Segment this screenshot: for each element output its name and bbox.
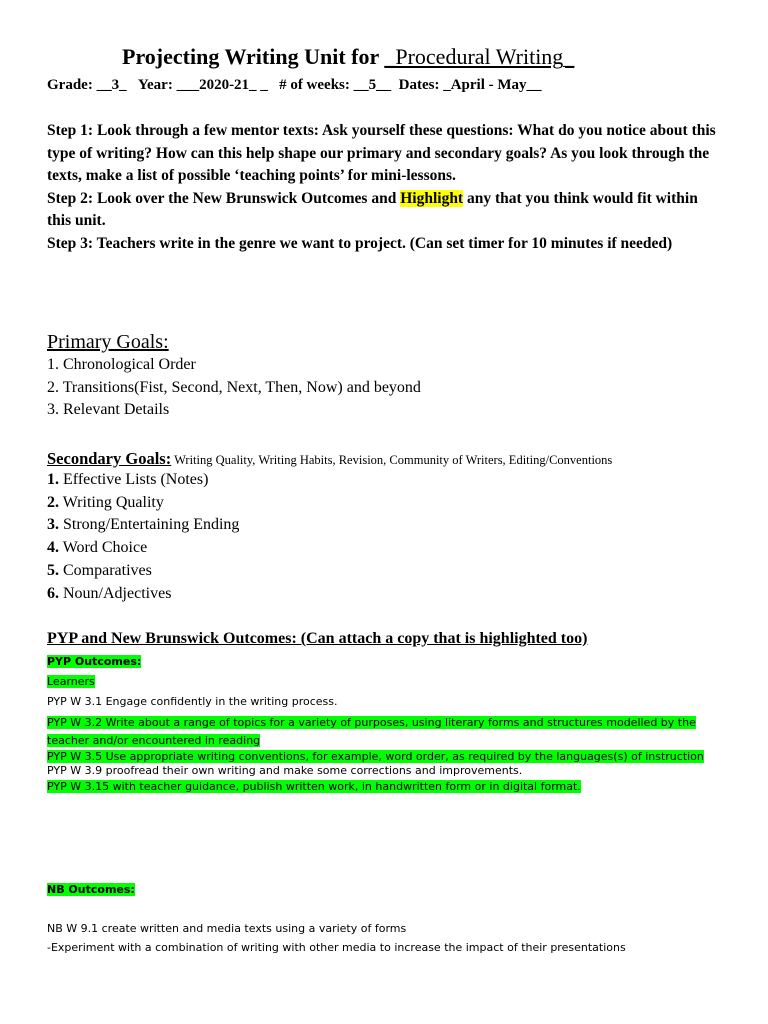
item-text: Noun/Adjectives — [59, 584, 172, 602]
outcome-nb-experiment: -Experiment with a combination of writing with other media to increase the impact of their presentations — [47, 941, 626, 954]
pyp-outcomes-section — [47, 654, 727, 794]
step-1: Step 1: Look through a few mentor texts: Ask yourself these questions: What do you notice about this type of writing? How can this help shape our primary and secondary goals? As you look through the texts, make a list of possible ‘teaching points’ for mini-lessons. — [47, 122, 716, 184]
item-text: Comparatives — [59, 561, 152, 579]
primary-goals-section — [47, 331, 421, 422]
pyp-outcomes-label: PYP Outcomes: — [47, 655, 142, 668]
outcome-nb-w91: NB W 9.1 create written and media texts using a variety of forms — [47, 922, 407, 935]
list-item: 3. Relevant Details — [47, 401, 170, 419]
learners-label: Learners — [47, 675, 95, 688]
secondary-goals-section — [47, 449, 612, 605]
nb-outcomes-section — [47, 919, 727, 957]
secondary-goals-heading: Secondary Goals: — [47, 449, 172, 468]
weeks-value: __5__ — [353, 77, 392, 93]
item-text: Writing Quality — [59, 493, 164, 511]
item-number: 1. — [47, 471, 59, 488]
title-topic: _Procedural Writing_ — [384, 44, 575, 69]
secondary-goals-subheading: Writing Quality, Writing Habits, Revision, Community of Writers, Editing/Conventions — [171, 453, 613, 467]
list-item — [47, 514, 612, 537]
item-text: Word Choice — [59, 539, 148, 557]
item-number: 4. — [47, 539, 59, 557]
nb-outcomes-heading-wrap — [47, 883, 135, 896]
secondary-goals-list — [47, 469, 612, 605]
list-item: 1. Chronological Order — [47, 356, 196, 373]
outcome-w315: PYP W 3.15 with teacher guidance, publish written work, in handwritten form or in digital format. — [47, 780, 581, 793]
item-number: 5. — [47, 561, 59, 579]
grade-label: Grade: — [47, 77, 97, 93]
outcome-w31: PYP W 3.1 Engage confidently in the writing process. — [47, 695, 338, 708]
weeks-label: # of weeks: — [279, 77, 354, 93]
grade-value: __3_ — [96, 77, 127, 93]
list-item: 2. Transitions(Fist, Second, Next, Then, Now) and beyond — [47, 378, 421, 396]
year-value: ___2020-21_ _ — [176, 77, 268, 93]
unit-meta-line — [47, 77, 542, 94]
step-2 — [47, 188, 717, 233]
primary-goals-heading: Primary Goals: — [47, 331, 169, 353]
list-item — [47, 492, 612, 515]
primary-goals-list — [47, 354, 421, 422]
step-2-text: Step 2: Look over the New Brunswick Outcomes and — [47, 189, 401, 207]
nb-outcomes-heading: NB Outcomes: — [47, 883, 135, 896]
item-number: 3. — [47, 516, 59, 534]
item-text: Strong/Entertaining Ending — [59, 516, 240, 534]
list-item — [47, 583, 612, 606]
step-3: Step 3: Teachers write in the genre we want to project. (Can set timer for 10 minutes if needed) — [47, 234, 673, 252]
highlight-word: Highlight — [400, 189, 464, 207]
item-number: 6. — [47, 584, 59, 602]
outcomes-heading: PYP and New Brunswick Outcomes: (Can attach a copy that is highlighted too) — [47, 630, 588, 647]
list-item — [47, 560, 612, 583]
page-title — [122, 44, 722, 70]
item-number: 2. — [47, 493, 59, 511]
outcome-w39: PYP W 3.9 proofread their own writing and make some corrections and improvements. — [47, 764, 523, 777]
outcome-w35: PYP W 3.5 Use appropriate writing conventions, for example, word order, as required by the languages(s) of instruction — [47, 750, 704, 763]
title-prefix: Projecting Writing Unit for — [122, 44, 385, 69]
step-2-rest: any that you think would fit within this unit. — [47, 189, 698, 229]
steps-section — [47, 120, 717, 255]
list-item — [47, 469, 612, 492]
outcome-w32: PYP W 3.2 Write about a range of topics for a variety of purposes, using literary forms and structures modelled by the teacher and/or encountered in reading — [47, 716, 696, 747]
secondary-goals-header — [47, 449, 612, 469]
dates-value: _April - May__ — [443, 77, 542, 93]
dates-label: Dates: — [398, 77, 444, 93]
year-label: Year: — [137, 77, 177, 93]
item-text: Effective Lists (Notes) — [59, 471, 209, 488]
list-item — [47, 537, 612, 560]
